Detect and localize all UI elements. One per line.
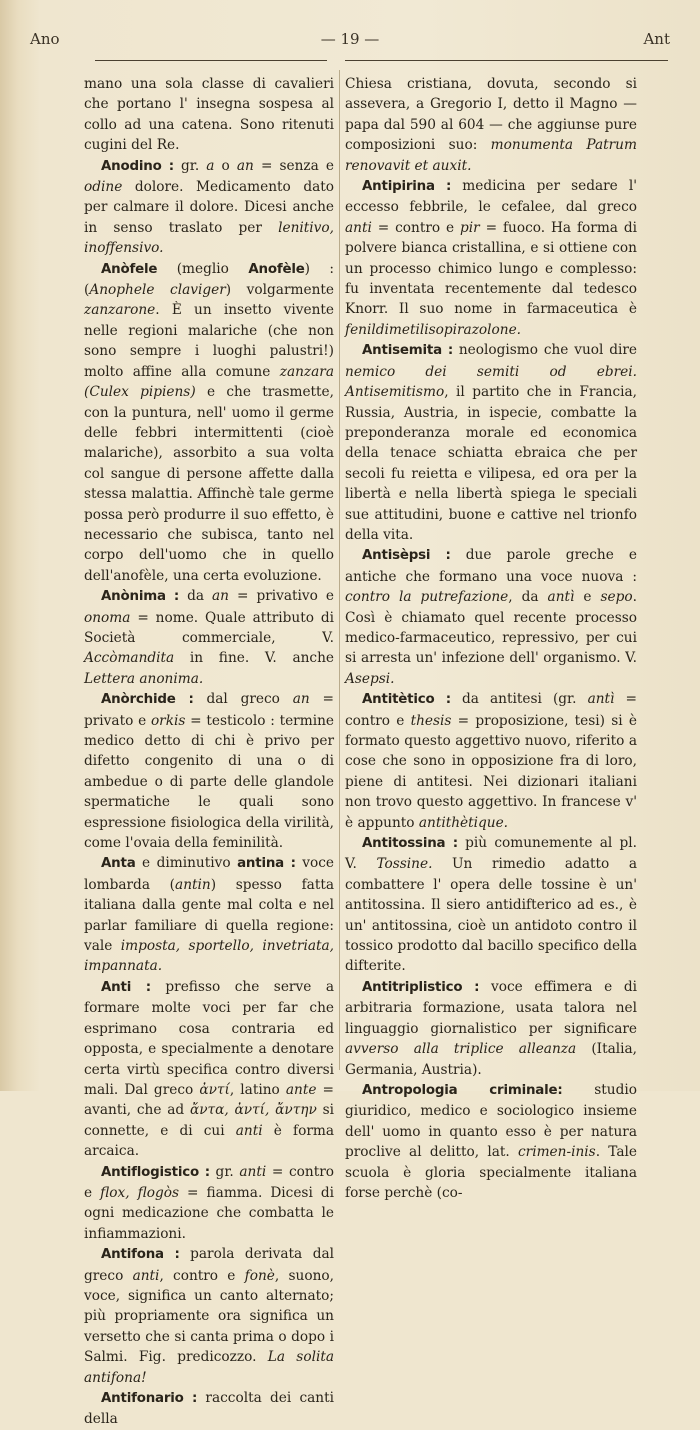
italic-text: ἄντα, ἀντί, ἄντην (189, 1102, 317, 1119)
italic-text: Anophele claviger (89, 282, 226, 299)
italic-text: odine (84, 179, 123, 196)
entry-text: (Italia, Germania, Austria). (345, 1041, 637, 1078)
headword: Anòrchide : (101, 692, 194, 708)
dictionary-entry (84, 156, 334, 259)
entry-text: = contro e (371, 219, 461, 236)
italic-text: an (292, 691, 310, 708)
entry-text: voce lombarda ( (84, 855, 335, 893)
italic-text: anti (239, 1163, 267, 1180)
dictionary-entry (345, 833, 637, 977)
italic-text: sepo (600, 589, 633, 606)
italic-text: Lettera anonima. (84, 670, 204, 687)
italic-text: Accòmandita (84, 650, 175, 667)
headword: Anta (101, 856, 136, 872)
entry-text: (meglio (157, 260, 249, 277)
italic-text: zanzara (Culex pipiens) (84, 363, 334, 401)
headword: Antisèpsi : (362, 548, 451, 564)
headword: Anofèle (248, 261, 305, 277)
italic-text: flox, flogòs (100, 1184, 180, 1201)
italic-text: imposta, sportello, invetriata, impannata. (84, 938, 334, 975)
italic-text: contro la putrefazione (345, 589, 509, 606)
column-divider (339, 70, 340, 1070)
header-rule-left (95, 60, 327, 61)
dictionary-entry (84, 586, 334, 689)
italic-text: ἀντί (199, 1081, 230, 1098)
italic-text: monumenta Patrum renovavit et auxit. (345, 137, 637, 174)
italic-text: a (206, 157, 215, 174)
entry-text: = nome. Quale attributo di Società commerciale, V. (84, 609, 334, 646)
headword: antina : (237, 856, 296, 872)
entry-text: e diminutivo (135, 855, 238, 872)
headword: Anodino : (101, 158, 174, 174)
entry-text: neologismo che vuol dire (453, 342, 637, 359)
header-rule-right (345, 60, 668, 61)
dictionary-entry (84, 1162, 334, 1245)
entry-text: Un rimedio adatto a combattere l' opera delle tossine è un' antitossina. Il siero antidifterico ad es., è un' antitossina, cioè un antidoto contro il tossico prodotto dal bacillo specifico della difterite. (345, 856, 637, 975)
entry-text: e che trasmette, con la puntura, nell' uomo il germe delle febbri intermittenti (cioè malariche), assorbito a sua volta col sangue di persone affette dalla stessa malattia. Affinchè tale germe possa però produrre il suo effetto, è necessario che subisca, tanto nel corpo dell'uomo che in quello dell'anofèle, una certa evoluzione. (84, 384, 334, 584)
headword: Antropologia criminale: (362, 1082, 563, 1098)
entry-text: e (574, 589, 601, 606)
entry-text: = avanti, che ad (84, 1081, 334, 1119)
italic-text: thesis (410, 712, 452, 729)
page-number: — 19 — (320, 30, 380, 48)
italic-text: fenildimetilisopirazolone. (345, 321, 522, 338)
italic-text: Asepsi. (345, 670, 395, 687)
entry-text: è forma arcaica. (84, 1122, 334, 1160)
entry-text: = senza e (253, 157, 334, 174)
entry-text: raccolta dei canti della (84, 1390, 334, 1428)
entry-text: . Tale scuola è gloria specialmente italiana forse perchè (co- (345, 1144, 638, 1201)
header-left-guideword: Ano (30, 30, 60, 48)
headword: Antitètico : (362, 692, 451, 708)
right-column (345, 74, 637, 1203)
dictionary-entry (84, 74, 334, 156)
dictionary-entry (345, 977, 637, 1080)
headword: Antifona : (101, 1247, 180, 1263)
dictionary-entry (345, 545, 637, 689)
entry-text: gr. (209, 1163, 240, 1180)
italic-text: pir (460, 219, 480, 236)
entry-text: voce effimera e di arbitraria formazione, usata talora nel linguaggio giornalistico per significare (345, 978, 637, 1037)
entry-text: ) volgarmente (225, 282, 334, 299)
dictionary-entry (84, 853, 334, 976)
italic-text: crimen-inis (517, 1144, 596, 1161)
dictionary-entry (345, 340, 637, 545)
italic-text: anti (345, 219, 372, 236)
italic-text: an (236, 157, 254, 174)
headword: Antitriplistico : (362, 979, 480, 995)
entry-text: in fine. V. anche (174, 650, 334, 667)
dictionary-entry (84, 259, 334, 587)
headword: Antifonario : (101, 1391, 198, 1406)
italic-text: antin (175, 876, 211, 893)
italic-text: lenitivo, inoffensivo. (84, 219, 334, 257)
entry-text: = contro e (84, 1163, 334, 1201)
entry-text: più comunemente al pl. V. (345, 835, 637, 873)
italic-text: Tossine. (376, 856, 433, 873)
dictionary-entry (345, 1080, 637, 1203)
entry-text: da (179, 588, 212, 605)
entry-text: dolore. Medicamento dato per calmare il dolore. Dicesi anche in senso traslato per (84, 179, 334, 236)
entry-text: , il partito che in Francia, Russia, Austria, in ispecie, combatte la preponderanza morale ed economica della tenace schiatta ebraica che per secoli fu reietta e vilipesa, ed ora per la libertà e nella libertà spiega le speciali sue attitudini, buone e cattive nel trionfo della vita. (345, 384, 637, 543)
headword: Antiflogistico : (101, 1164, 210, 1180)
entry-text: , latino (229, 1081, 286, 1098)
entry-text: . È un insetto vivente nelle regioni malariche (che non sono sempre i luoghi palustri!) molto affine alla comune (84, 302, 334, 380)
header-right-guideword: Ant (643, 30, 670, 48)
italic-text: antithètique. (418, 814, 509, 831)
entry-text: ) spesso fatta italiana dalla gente mal colta e nel parlar familiare di quella regione: vale (84, 876, 334, 955)
entry-text: gr. (173, 157, 207, 174)
entry-text: = privato e (84, 691, 334, 729)
headword: Antisemita : (362, 343, 454, 359)
entry-text: parola derivata dal greco (84, 1246, 334, 1284)
italic-text: antì (587, 691, 615, 708)
italic-text: anti (235, 1122, 263, 1139)
entry-text: studio giuridico, medico e sociologico insieme dell' uomo in quanto esso è per natura proclive al delitto, lat. (345, 1081, 638, 1161)
entry-text: , suono, voce, significa un canto alternato; più propriamente ora significa un versetto che si canta prima o dopo i Salmi. Fig. predicozzo. (84, 1267, 334, 1366)
dictionary-entry (345, 689, 637, 833)
dictionary-entry (345, 74, 637, 176)
dictionary-entry (84, 977, 334, 1162)
entry-text: = proposizione, tesi) si è formato questo aggettivo nuovo, riferito a cose che sono in opposizione fra di loro, piene di antitesi. Nei dizionari italiani non trovo questo aggettivo. In francese v' è appunto (345, 712, 637, 831)
dictionary-entry (345, 176, 637, 340)
italic-text: orkis (150, 712, 186, 729)
entry-text: si connette, e di cui (84, 1102, 334, 1139)
headword: Antipirina : (362, 179, 452, 195)
dictionary-entry (84, 689, 334, 853)
dictionary-entry (84, 1244, 334, 1388)
italic-text: La solita antifona! (84, 1349, 334, 1386)
entry-text: = fiamma. Dicesi di ogni medicazione che combatta le infiammazioni. (84, 1184, 335, 1242)
headword: Antitossina : (362, 836, 458, 852)
entry-text: = fuoco. Ha forma di polvere bianca cristallina, e si ottiene con un processo chimico lungo e complesso: fu inventata recentemente dal tedesco Knorr. Il suo nome in farmaceutica è (345, 219, 637, 318)
entry-text: da antitesi (gr. (450, 691, 588, 708)
italic-text: nemico dei semiti od ebrei. Antisemitismo (345, 363, 637, 401)
running-header (30, 30, 670, 54)
italic-text: an (212, 588, 229, 605)
italic-text: antì (547, 589, 575, 606)
italic-text: ante (285, 1081, 317, 1098)
entry-text: o (214, 157, 237, 174)
italic-text: anti (132, 1267, 160, 1284)
left-column (84, 74, 334, 1430)
entry-text: due parole greche e antiche che formano una voce nuova : (345, 547, 637, 585)
entry-text: medicina per sedare l' eccesso febbrile, le cefalee, dal greco (345, 178, 637, 216)
italic-text: avverso alla triplice alleanza (345, 1041, 577, 1058)
dictionary-entry (84, 1388, 334, 1430)
italic-text: zanzarone (84, 302, 156, 319)
headword: Anòfele (101, 261, 158, 277)
headword: Anti : (101, 979, 151, 995)
entry-text: = testicolo : termine medico detto di chi è privo per difetto congenito di una o di ambedue o di parte delle glandole spermatiche le quali sono espressione fisiologica della virilità, come l'ovaia della feminilità. (84, 712, 334, 852)
italic-text: fonè (244, 1267, 275, 1284)
italic-text: onoma (84, 609, 131, 626)
entry-text: prefisso che serve a formare molte voci per far che esprimano cosa contraria ed opposta, e specialmente a denotare certa virtù specifica contro diversi mali. Dal greco (84, 978, 334, 1098)
entry-text: = privativo e (228, 588, 334, 605)
headword: Anònima : (101, 589, 180, 605)
entry-text: Chiesa cristiana, dovuta, secondo si assevera, a Gregorio I, detto il Magno — papa dal 590 al 604 — che aggiunse pure composizioni suo: (345, 76, 637, 154)
entry-text: = contro e (345, 691, 637, 729)
entry-text: mano una sola classe di cavalieri che portano l' insegna sospesa al collo ad una catena. Sono ritenuti cugini del Re. (84, 76, 334, 154)
entry-text: , contro e (159, 1267, 245, 1284)
entry-text: , da (508, 589, 548, 606)
entry-text: . Così è chiamato quel recente processo medico-farmaceutico, repressivo, per cui si arresta un' infezione dell' organismo. V. (345, 589, 637, 667)
entry-text: dal greco (193, 691, 293, 708)
entry-text: ) : ( (84, 260, 334, 299)
